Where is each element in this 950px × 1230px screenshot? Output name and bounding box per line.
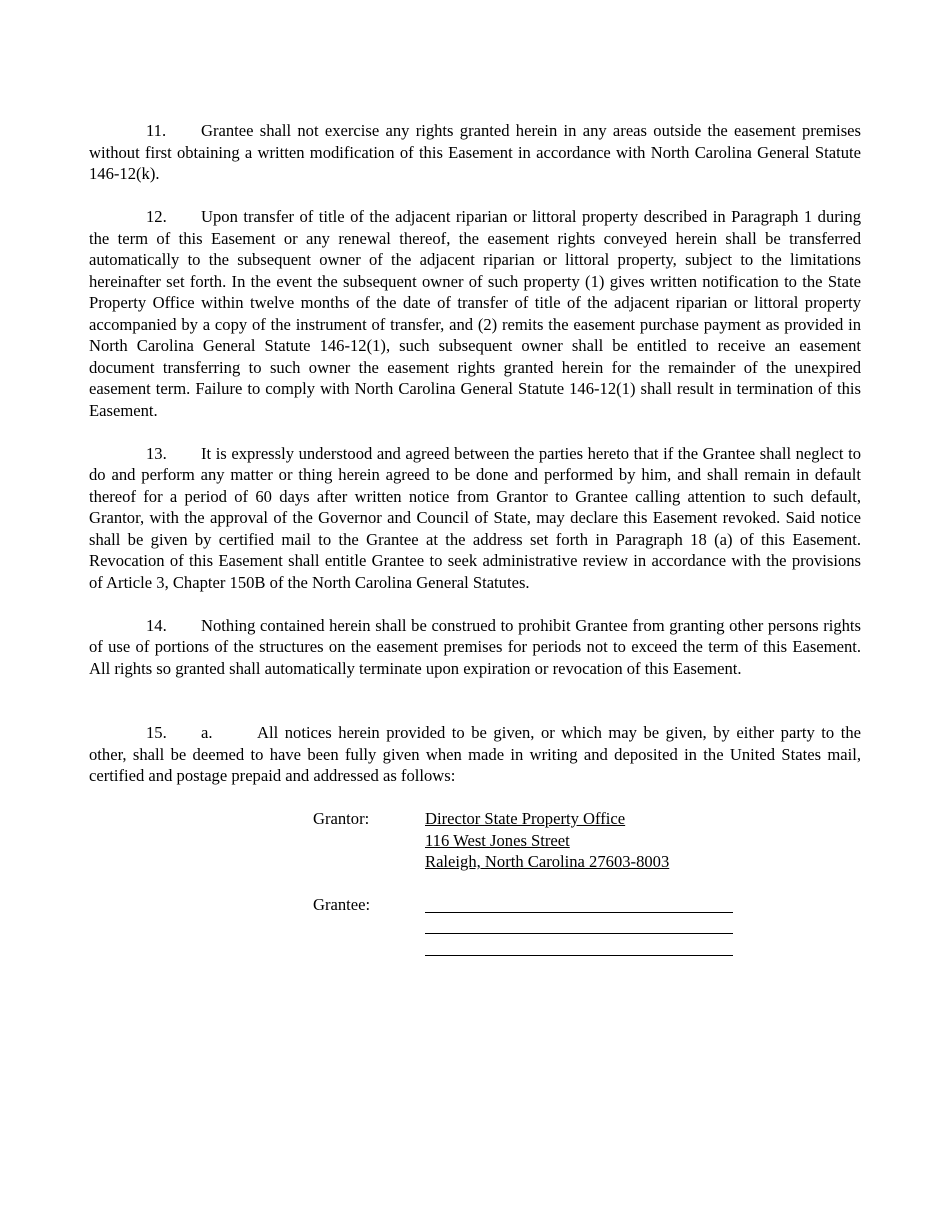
paragraph-text: Grantee shall not exercise any rights granted herein in any areas outside the easement premises without first obtaining a written modification of this Easement in accordance with North Carolina General Statute 146-12(k). <box>89 121 861 183</box>
grantor-address-line: 116 West Jones Street <box>425 830 570 850</box>
paragraph-number: 13. <box>146 443 167 463</box>
paragraph-number: 11. <box>146 121 167 140</box>
grantee-address-block <box>313 894 861 959</box>
grantor-address-lines <box>425 808 669 873</box>
grantee-blank-line <box>425 916 733 938</box>
paragraph-12 <box>89 206 861 421</box>
notice-addresses <box>89 808 861 959</box>
paragraph-text: Nothing contained herein shall be construed to prohibit Grantee from granting other persons rights of use of portions of the structures on the easement premises for periods not to exceed the term of this Easement. All rights so granted shall automatically terminate upon expiration or revocation of this Easement. <box>89 615 861 678</box>
grantor-address-block <box>313 808 861 873</box>
subparagraph-letter: a. <box>201 723 213 742</box>
grantee-address-lines <box>425 894 733 959</box>
grantor-label: Grantor: <box>313 809 370 828</box>
paragraph-13 <box>89 443 861 594</box>
document-page <box>89 120 861 959</box>
grantor-address-line: Director State Property Office <box>425 809 626 828</box>
paragraph-text: Upon transfer of title of the adjacent riparian or littoral property described in Paragraph 1 during the term of this Easement or any renewal thereof, the easement rights conveyed herein shall be transferred automatically to the subsequent owner of the adjacent riparian or littoral property, subject to the limitations hereinafter set forth. In the event the subsequent owner of such property (1) gives written notification to the State Property Office within twelve months of the date of transfer of title of the adjacent riparian or littoral property accompanied by a copy of the instrument of transfer, and (2) remits the easement purchase payment as provided in North Carolina General Statute 146-12(1), such subsequent owner shall be entitled to receive an easement document transferring to such owner the easement rights granted herein for the remainder of the unexpired easement term. Failure to comply with North Carolina General Statute 146-12(1) shall result in termination of this Easement. <box>89 207 861 420</box>
grantee-blank-line <box>425 894 733 916</box>
grantee-blank-line <box>425 937 733 959</box>
paragraph-text: All notices herein provided to be given, or which may be given, by either party to the other, shall be deemed to have been fully given when made in writing and deposited in the United States mail, certified and postage prepaid and addressed as follows: <box>89 723 861 785</box>
paragraph-text: It is expressly understood and agreed between the parties hereto that if the Grantee shall neglect to do and perform any matter or thing herein agreed to be done and performed by him, and shall remain in default thereof for a period of 60 days after written notice from Grantor to Grantee calling attention to such default, Grantor, with the approval of the Governor and Council of State, may declare this Easement revoked. Said notice shall be given by certified mail to the Grantee at the address set forth in Paragraph 18 (a) of this Easement. Revocation of this Easement shall entitle Grantee to seek administrative review in accordance with the provisions of Article 3, Chapter 150B of the North Carolina General Statutes. <box>89 443 861 592</box>
paragraph-number: 15. <box>146 723 167 742</box>
paragraph-number: 14. <box>146 615 167 635</box>
paragraph-11 <box>89 120 861 185</box>
grantee-label: Grantee: <box>313 895 371 914</box>
grantor-address-line: Raleigh, North Carolina 27603-8003 <box>425 852 670 871</box>
paragraph-number: 12. <box>146 207 167 226</box>
paragraph-14 <box>89 615 861 680</box>
paragraph-15a <box>89 722 861 787</box>
